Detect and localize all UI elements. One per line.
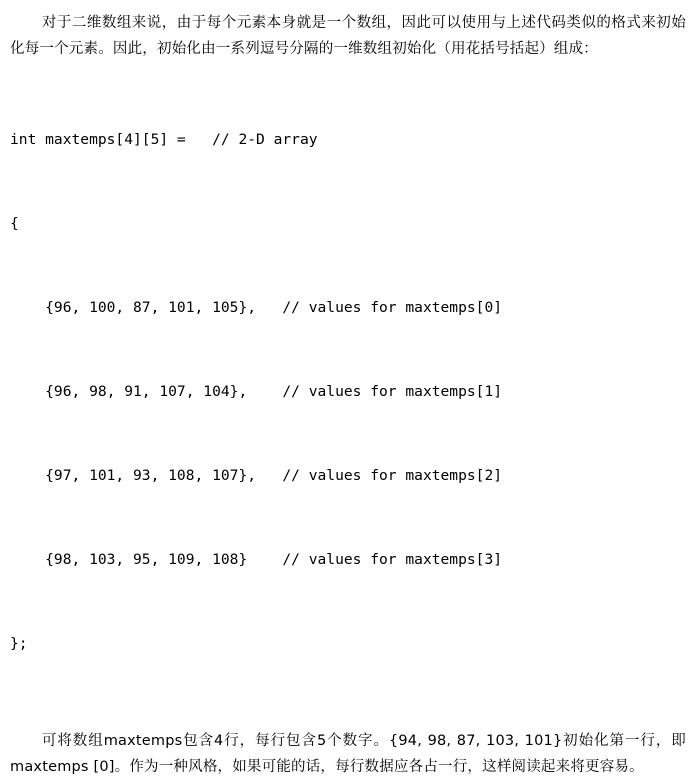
closing-paragraph: 可将数组maxtemps包含4行，每行包含5个数字。{94, 98, 87, 103, 101}初始化第一行，即maxtemps [0]。作为一种风格，如果可能的话，每行数据应各占一行，这样阅读起来将更容易。 bbox=[10, 733, 686, 775]
code-line: { bbox=[10, 215, 19, 232]
intro-paragraph: 对于二维数组来说，由于每个元素本身就是一个数组，因此可以使用与上述代码类似的格式来初始化每一个元素。因此，初始化由一系列逗号分隔的一维数组初始化（用花括号括起）组成： bbox=[10, 15, 686, 57]
code-line: {96, 98, 91, 107, 104}, // values for maxtemps[1] bbox=[10, 383, 503, 400]
code-line: {98, 103, 95, 109, 108} // values for maxtemps[3] bbox=[10, 551, 503, 568]
code-line: {96, 100, 87, 101, 105}, // values for maxtemps[0] bbox=[10, 299, 503, 316]
code-block bbox=[10, 70, 686, 714]
code-line: }; bbox=[10, 635, 28, 652]
code-line: int maxtemps[4][5] = // 2-D array bbox=[10, 131, 318, 148]
code-line: {97, 101, 93, 108, 107}, // values for maxtemps[2] bbox=[10, 467, 503, 484]
spacer bbox=[10, 718, 686, 722]
